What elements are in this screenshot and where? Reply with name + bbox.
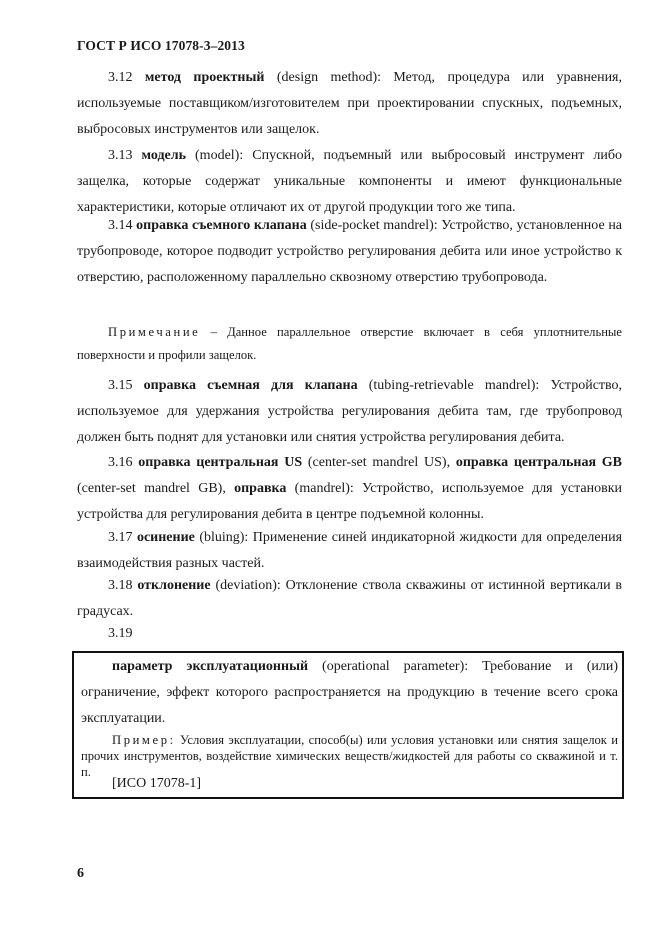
term-english: (tubing-retrievable mandrel): (368, 378, 540, 393)
term-definition: Устройство, используемое для удержания устройства регулирования дебита там, где трубопровод должен быть поднят для установки или снятия устройства регулирования дебита. (77, 378, 623, 445)
term-3-19-box (72, 651, 624, 799)
term-english: (bluing): (199, 530, 249, 545)
term-name: оправка центральная US (138, 455, 303, 470)
term-definition: Применение синей индикаторной жидкости для определения взаимодействия разных частей. (77, 530, 623, 571)
term-number: 3.16 (108, 455, 133, 470)
term-name: оправка (234, 481, 287, 496)
term-definition: Отклонение ствола скважины от истинной вертикали в градусах. (77, 578, 623, 619)
term-english: (model): (195, 148, 244, 163)
term-number: 3.19 (108, 626, 133, 641)
term-name: метод проектный (144, 70, 265, 85)
note-label: Примечание (108, 325, 201, 339)
note-text: – Данное параллельное отверстие включает в себя уплотнительные поверхности и профили защелок. (77, 325, 622, 362)
term-english: (operational parameter): (322, 659, 469, 674)
example-text: Условия эксплуатации, способ(ы) или условия установки или снятия защелок и прочих инструментов, воздействие химических веществ/жидкостей для работы со скважиной и т. п. (81, 733, 618, 779)
term-number: 3.13 (108, 148, 133, 163)
term-english: (center-set mandrel GB), (77, 481, 226, 496)
term-entry-3-16 (77, 450, 622, 528)
term-entry-3-14 (77, 213, 622, 291)
note-3-14 (77, 321, 622, 367)
term-english: (side-pocket mandrel): (310, 218, 438, 233)
term-number: 3.14 (108, 218, 133, 233)
term-entry-3-19 (81, 654, 618, 732)
example-3-19 (81, 732, 618, 780)
document-header: ГОСТ Р ИСО 17078-3–2013 (77, 38, 245, 53)
term-name: параметр эксплуатационный (112, 659, 309, 674)
term-definition: Устройство, установленное на трубопроводе, которое подводит устройство регулирования дебита или иное устройство к отверстию, расположенному параллельно сквозному отверстию трубопровода. (77, 218, 623, 285)
term-english: (center-set mandrel US), (307, 455, 451, 470)
term-definition: Метод, процедура или уравнения, используемые поставщиком/изготовителем при проектировании спускных, подъемных, выбросовых инструментов или защелок. (77, 70, 622, 137)
term-name: оправка съемная для клапана (143, 378, 358, 393)
term-entry-3-17 (77, 525, 622, 577)
term-name: оправка центральная GB (455, 455, 623, 470)
term-english: (mandrel): (294, 481, 354, 496)
term-definition: Устройство, используемое для установки устройства для регулирования дебита в центре подъемной колонны. (77, 481, 623, 522)
example-label: Пример: (112, 733, 176, 747)
term-definition: Спускной, подъемный или выбросовый инструмент либо защелка, которые содержат уникальные компоненты и имеют функциональные характеристики, которые отличают их от другой продукции того же типа. (77, 148, 623, 215)
term-name: модель (141, 148, 187, 163)
term-entry-3-19-number (77, 621, 622, 647)
term-number: 3.17 (108, 530, 133, 545)
term-number: 3.12 (108, 70, 133, 85)
term-name: осинение (136, 530, 195, 545)
term-entry-3-18 (77, 573, 622, 625)
term-definition: Требование и (или) ограничение, эффект которого распространяется на продукцию в течение всего срока эксплуатации. (81, 659, 619, 726)
term-entry-3-13 (77, 143, 622, 221)
page-number: 6 (77, 866, 84, 881)
term-english: (design method): (276, 70, 382, 85)
term-entry-3-15 (77, 373, 622, 451)
term-name: оправка съемного клапана (136, 218, 307, 233)
term-name: отклонение (137, 578, 211, 593)
source-reference: [ИСО 17078-1] (112, 776, 202, 791)
term-english: (deviation): (215, 578, 281, 593)
term-number: 3.18 (108, 578, 133, 593)
term-number: 3.15 (108, 378, 133, 393)
term-entry-3-12 (77, 65, 622, 143)
